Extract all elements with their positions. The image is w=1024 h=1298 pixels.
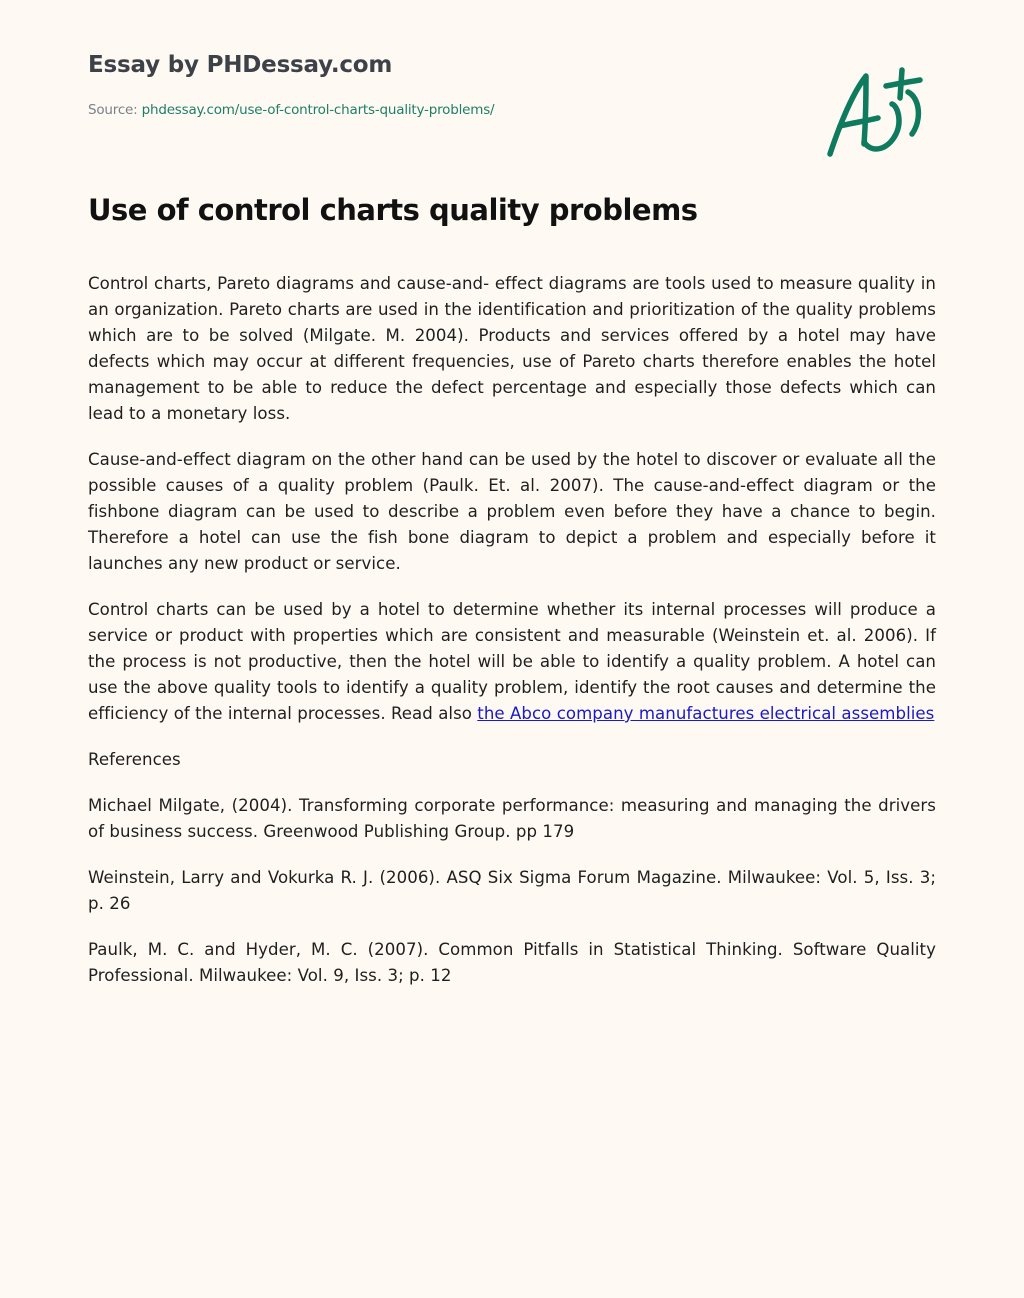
read-also-link[interactable]: the Abco company manufactures electrical assemblies: [477, 704, 935, 723]
reference-item-1: Michael Milgate, (2004). Transforming corporate performance: measuring and managing the drivers of business success. Greenwood Publishing Group. pp 179: [88, 796, 936, 841]
paragraph-1: Control charts, Pareto diagrams and cause-and- effect diagrams are tools used to measure quality in an organization. Pareto charts are used in the identification and prioritization of the quality problems which are to be solved (Milgate. M. 2004). Products and services offered by a hotel may have defects which may occur at different frequencies, use of Pareto charts therefore enables the hotel management to be able to reduce the defect percentage and especially those defects which can lead to a monetary loss.: [88, 274, 936, 423]
reference-item-3: Paulk, M. C. and Hyder, M. C. (2007). Common Pitfalls in Statistical Thinking. Software Quality Professional. Milwaukee: Vol. 9, Iss. 3; p. 12: [88, 940, 936, 985]
paragraph-2: Cause-and-effect diagram on the other hand can be used by the hotel to discover or evaluate all the possible causes of a quality problem (Paulk. Et. al. 2007). The cause-and-effect diagram or the fishbone diagram can be used to describe a problem even before they have a chance to begin. Therefore a hotel can use the fish bone diagram to depict a problem and especially before it launches any new product or service.: [88, 450, 936, 573]
a-plus-grade-icon: [822, 62, 930, 162]
site-title: Essay by PHDessay.com: [88, 52, 393, 78]
paragraph-3-text: Control charts can be used by a hotel to determine whether its internal processes will produce a service or product with properties which are consistent and measurable (Weinstein et. al. 2006). If the process is not productive, then the hotel will be able to identify a quality problem. A hotel can use the above quality tools to identify a quality problem, identify the root causes and determine the efficiency of the internal processes. Read also: [88, 600, 936, 723]
reference-item-2: Weinstein, Larry and Vokurka R. J. (2006). ASQ Six Sigma Forum Magazine. Milwaukee: Vol. 5, Iss. 3; p. 26: [88, 868, 936, 913]
essay-body: [88, 271, 936, 1009]
source-link[interactable]: phdessay.com/use-of-control-charts-quality-problems/: [141, 102, 495, 118]
paragraph-3: [88, 597, 936, 727]
page-title: Use of control charts quality problems: [88, 193, 698, 227]
references-heading: References: [88, 750, 181, 769]
source-line: [88, 100, 494, 120]
source-label: Source:: [88, 102, 142, 118]
